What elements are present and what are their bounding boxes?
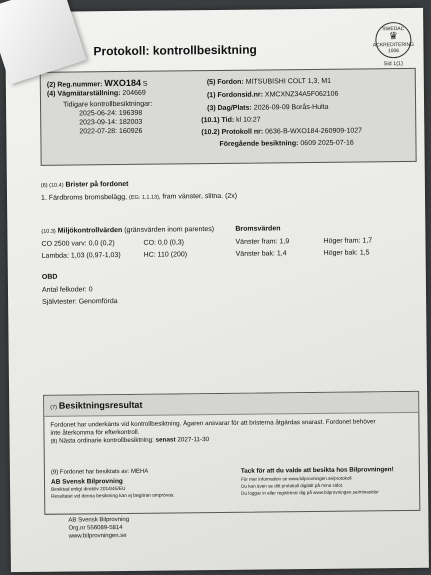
- seal-num: 1006: [387, 48, 400, 55]
- result-heading: [50, 400, 142, 411]
- brake-vb: [236, 250, 287, 258]
- result-note: Resultatet vid denna besiktning kan ej begäran omprövas.: [51, 493, 175, 500]
- directive-note: Besiktad enligt direktiv 2014/45/EU: [51, 486, 126, 493]
- protocol-value: 0636-B-WXO184-260909-1027: [265, 127, 363, 136]
- co2-label: CO:: [143, 239, 156, 247]
- reg-label: (2) Reg.nummer:: [46, 81, 103, 89]
- brake-hf: [323, 237, 372, 245]
- co-value: 0,0 (0,2): [88, 240, 115, 248]
- prev-inspection: 2022-07-28: 160926: [79, 127, 143, 136]
- prev-inspection-row: [219, 140, 353, 148]
- next-inspection: [51, 436, 210, 445]
- result-text-2: inte återkomma för efterkontroll.: [50, 428, 140, 437]
- defects-title: Brister på fordonet: [65, 180, 129, 189]
- hc-value: 110 (200): [157, 251, 188, 259]
- date-row: [207, 104, 328, 112]
- footer-company: AB Svensk Bilprovning: [68, 516, 130, 524]
- vehicle-info-box: [40, 68, 417, 166]
- defect-text: Färdbroms bromsbelägg,: [48, 193, 128, 202]
- time-row: [201, 117, 260, 125]
- odo-value: 204669: [122, 89, 146, 97]
- odo-label: (4) Vägmätarställning:: [46, 90, 121, 98]
- make-value: MITSUBISHI COLT 1,3, M1: [245, 77, 332, 86]
- next-label: Nästa ordinarie kontrollbesiktning:: [59, 436, 154, 445]
- result-header: [44, 392, 418, 417]
- lambda-value: 1,03 (0,97-1,03): [70, 252, 121, 260]
- hc-row: [144, 251, 188, 258]
- defect-item: [41, 193, 237, 202]
- env-heading: [41, 226, 214, 235]
- env-num: (10.3): [41, 228, 56, 235]
- brake-label: Vänster bak:: [235, 250, 275, 258]
- env-rest: (gränsvärden inom parentes): [124, 226, 215, 234]
- brake-value: 1,9: [279, 238, 290, 246]
- brake-hb: [324, 249, 370, 256]
- info-line: Du loggar in eller registrerar dig på www.bilprovningen.se/minasidor: [241, 489, 379, 496]
- time-label: (10.1) Tid:: [201, 116, 235, 125]
- obd-heading: OBD: [41, 273, 58, 281]
- seal-text: SWEDAC: [382, 26, 405, 33]
- hc-label: HC:: [143, 251, 156, 259]
- inspection-protocol-sheet: [5, 8, 429, 572]
- result-num: (7): [50, 404, 57, 411]
- env-title: Miljökontrollvärden: [57, 226, 123, 235]
- prev-inspections-label: Tidigare kontrollbesiktningar:: [63, 100, 153, 109]
- odo-row: [47, 90, 146, 98]
- result-box: [43, 391, 420, 515]
- brake-value: 1,4: [276, 250, 287, 258]
- brake-value: 1,5: [359, 249, 370, 257]
- defect-num: 1.: [40, 194, 47, 202]
- info-line: För mer information se www.bilprovningen.se/protokoll: [240, 475, 352, 482]
- seal-text-2: ACKREDITERING: [372, 41, 415, 49]
- reg-value: WXO184: [104, 77, 141, 89]
- make-row: [207, 78, 331, 86]
- crown-icon: ♛: [388, 31, 398, 43]
- protocol-row: [201, 127, 362, 136]
- brake-value: 1,7: [362, 237, 373, 245]
- vin-value: XMCXNZ34A5F062106: [264, 90, 339, 99]
- footer-website: www.bilprovningen.se: [68, 532, 127, 540]
- date-value: 2026-09-09 Borås-Hulta: [253, 103, 329, 112]
- co2-value: 0,0 (0,3): [157, 239, 185, 247]
- obd-faults: Antal felkoder: 0: [41, 286, 93, 294]
- footer-orgnr: Org.nr 556089-5814: [68, 525, 123, 532]
- reg-row: [47, 78, 148, 89]
- defects-num: (6) (10.4): [40, 182, 64, 189]
- make-label: (5) Fordon:: [206, 78, 244, 87]
- protocol-label: (10.2) Protokoll nr:: [201, 128, 264, 137]
- brake-label: Vänster fram:: [235, 238, 278, 246]
- brake-vf: [235, 238, 289, 246]
- date-label: (3) Dag/Plats:: [207, 104, 252, 113]
- defect-ref: (EG: 1.1.13),: [128, 194, 161, 201]
- prev-inspection: 2025-06-24: 196398: [79, 109, 143, 118]
- defect-rest: fram vänster, slitna. (2x): [162, 192, 238, 201]
- brake-label: Höger fram:: [323, 237, 361, 245]
- co-label: CO 2500 varv:: [41, 240, 87, 248]
- prev-inspection-value: 0609 2025-07-16: [300, 139, 354, 148]
- inspector-company: AB Svensk Bilprovning: [50, 477, 123, 486]
- brakes-heading: Bromsvärden: [235, 225, 281, 233]
- result-title: Besiktningsresultat: [58, 399, 143, 411]
- lambda-row: [42, 252, 121, 260]
- page-title: Protokoll: kontrollbesiktning: [93, 42, 257, 59]
- prev-inspection: 2023-09-14: 182003: [79, 118, 143, 127]
- thanks-text: Tack för att du valde att besikta hos Bilprovningen!: [240, 466, 394, 475]
- reg-suffix: S: [142, 80, 148, 88]
- next-bold: senast: [155, 436, 176, 444]
- prev-inspection-label: Föregående besiktning:: [219, 140, 299, 148]
- swedac-seal: [372, 22, 415, 58]
- next-date: 2027-11-30: [177, 436, 210, 444]
- co2-row: [143, 239, 184, 246]
- info-line: Du kan även se ditt protokoll digitalt på mina sidor.: [241, 482, 344, 489]
- vin-label: (1) Fordonsid.nr:: [206, 91, 263, 100]
- obd-selftest: Självtester: Genomförda: [42, 298, 118, 306]
- result-text: Fordonet har underkänts vid kontrollbesiktning. Ägaren ansvarar för att bristerna åtgärdas snarast. Fordonet behöver: [50, 418, 376, 429]
- brake-label: Höger bak:: [323, 249, 358, 257]
- next-num: (8): [50, 438, 58, 445]
- vin-row: [207, 91, 339, 99]
- page-number: Sid 1(1): [383, 61, 403, 68]
- co-row: [41, 240, 114, 248]
- time-value: kl 10:27: [236, 116, 261, 124]
- defects-heading: [41, 181, 129, 189]
- lambda-label: Lambda:: [41, 252, 69, 260]
- inspected-by: (9) Fordonet har besiktats av: MEHA: [50, 468, 149, 476]
